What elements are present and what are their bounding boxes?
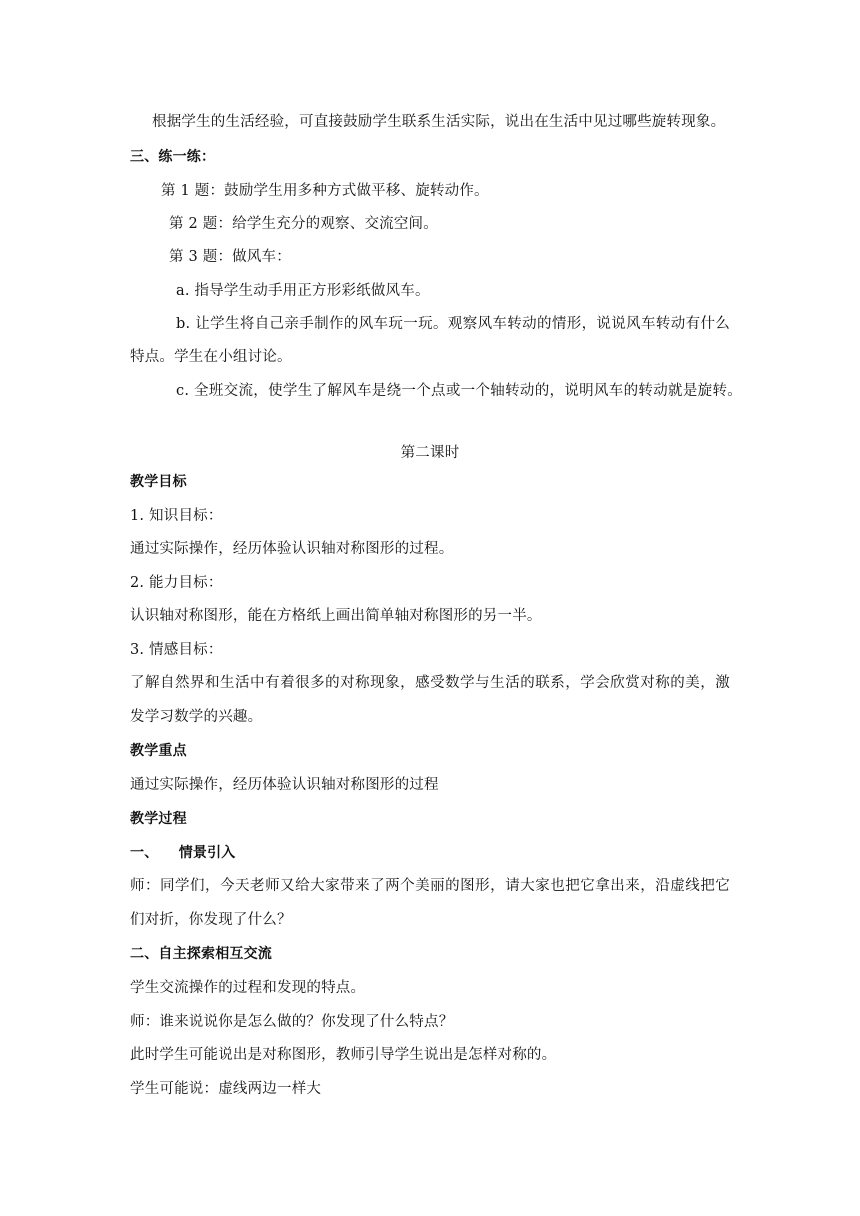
- list-item: b. 让学生将自己亲手制作的风车玩一玩。观察风车转动的情形，说说风车转动有什么: [176, 316, 730, 332]
- section-heading: 教学目标: [130, 474, 187, 490]
- paragraph: 根据学生的生活经验，可直接鼓励学生联系生活实际，说出在生活中见过哪些旋转现象。: [152, 114, 726, 130]
- list-item: 第 3 题：做风车：: [169, 249, 291, 265]
- list-item: a. 指导学生动手用正方形彩纸做风车。: [176, 283, 430, 299]
- section-heading: 教学重点: [130, 743, 187, 759]
- paragraph: 师：同学们，今天老师又给大家带来了两个美丽的图形，请大家也把它拿出来，沿虚线把它: [130, 878, 730, 894]
- paragraph: 师：谁来说说你是怎么做的？你发现了什么特点？: [130, 1014, 454, 1030]
- step-heading: 二、自主探索相互交流: [130, 946, 272, 962]
- paragraph: 学生可能说：虚线两边一样大: [130, 1081, 322, 1097]
- paragraph: 通过实际操作，经历体验认识轴对称图形的过程。: [130, 541, 454, 557]
- list-item: c. 全班交流，使学生了解风车是绕一个点或一个轴转动的，说明风车的转动就是旋转。: [176, 383, 742, 399]
- paragraph: 了解自然界和生活中有着很多的对称现象，感受数学与生活的联系，学会欣赏对称的美，激: [130, 675, 730, 691]
- goal-label: 3. 情感目标：: [130, 642, 223, 658]
- list-item: 第 1 题：鼓励学生用多种方式做平移、旋转动作。: [161, 183, 489, 199]
- section-heading: 教学过程: [130, 811, 187, 827]
- paragraph-continuation: 发学习数学的兴趣。: [130, 709, 263, 725]
- paragraph: 通过实际操作，经历体验认识轴对称图形的过程: [130, 777, 439, 793]
- paragraph-continuation: 特点。学生在小组讨论。: [130, 349, 292, 365]
- section-heading: 三、练一练：: [130, 149, 216, 165]
- goal-label: 2. 能力目标：: [130, 575, 223, 591]
- list-item: 第 2 题：给学生充分的观察、交流空间。: [169, 216, 438, 232]
- lesson-title: 第二课时: [400, 445, 460, 461]
- paragraph: 认识轴对称图形，能在方格纸上画出简单轴对称图形的另一半。: [130, 608, 542, 624]
- goal-label: 1. 知识目标：: [130, 508, 223, 524]
- paragraph: 此时学生可能说出是对称图形，教师引导学生说出是怎样对称的。: [130, 1047, 557, 1063]
- paragraph-continuation: 们对折，你发现了什么？: [130, 912, 292, 928]
- paragraph: 学生交流操作的过程和发现的特点。: [130, 980, 366, 996]
- step-heading: 一、 情景引入: [130, 845, 236, 861]
